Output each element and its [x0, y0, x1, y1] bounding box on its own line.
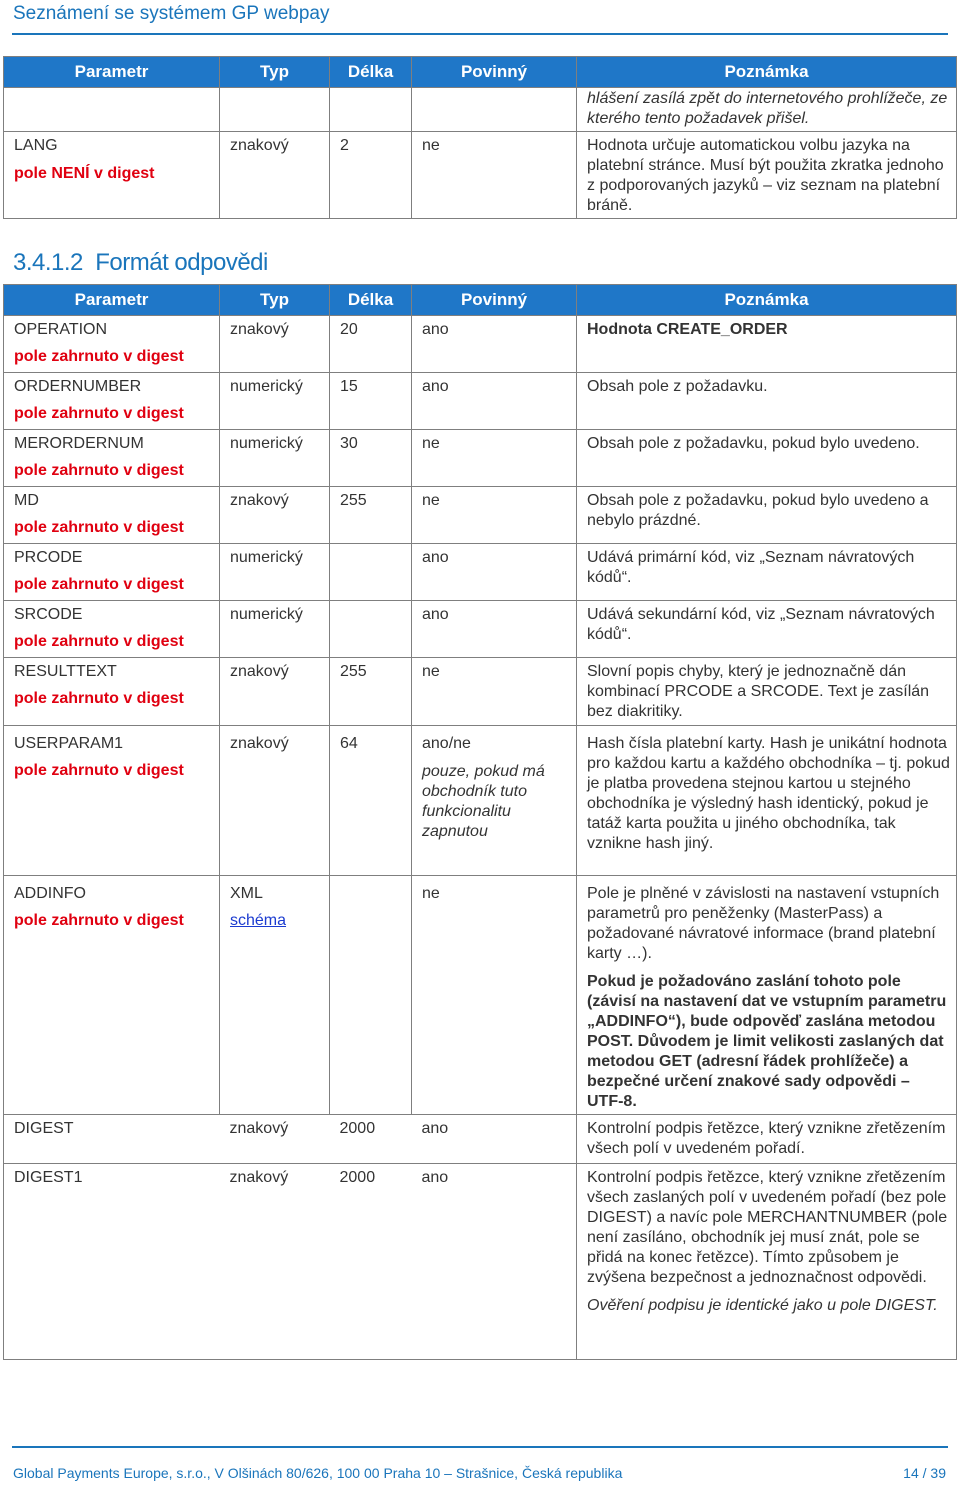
table-row	[4, 658, 957, 726]
table-row	[4, 726, 957, 876]
table-row	[4, 876, 957, 1115]
param-length: 2000	[330, 1164, 412, 1360]
param-type: znakový	[220, 658, 330, 726]
param-required: ano	[412, 1164, 577, 1360]
col-header-poznamka: Poznámka	[577, 57, 957, 88]
param-note: Kontrolní podpis řetězce, který vznikne zřetězením všech polí v uvedeném pořadí.	[577, 1115, 957, 1164]
page-number: 14 / 39	[903, 1465, 946, 1481]
param-type: numerický	[220, 373, 330, 430]
digest-flag: pole zahrnuto v digest	[14, 633, 184, 650]
param-length: 15	[330, 373, 412, 430]
table-row	[4, 601, 957, 658]
param-required: ano	[412, 601, 577, 658]
param-length: 20	[330, 316, 412, 373]
param-name: RESULTTEXT	[14, 663, 117, 680]
param-length	[330, 601, 412, 658]
footer-company: Global Payments Europe, s.r.o., V Olšinách 80/626, 100 00 Praha 10 – Strašnice, Česká republika	[13, 1465, 623, 1481]
table-row	[4, 132, 957, 219]
param-length: 2	[330, 132, 412, 219]
col-header-delka: Délka	[330, 57, 412, 88]
param-required: ano	[412, 316, 577, 373]
param-required: ne	[412, 132, 577, 219]
param-type: znakový	[220, 1115, 330, 1164]
col-header-parametr: Parametr	[4, 57, 220, 88]
param-type: XML	[230, 885, 263, 902]
param-type: znakový	[220, 316, 330, 373]
param-note: Pole je plněné v závislosti na nastavení vstupních parametrů pro peněženky (MasterPass) a požadované návratové informace (brand platební karty …).	[587, 885, 940, 962]
param-name: MD	[14, 492, 39, 509]
table-row	[4, 88, 957, 132]
request-params-table	[3, 56, 957, 219]
param-name: ORDERNUMBER	[14, 378, 142, 395]
table-row	[4, 1164, 957, 1360]
page-header-title: Seznámení se systémem GP webpay	[13, 3, 330, 24]
digest-flag: pole NENÍ v digest	[14, 165, 155, 182]
digest-flag: pole zahrnuto v digest	[14, 348, 184, 365]
param-required: ne	[412, 658, 577, 726]
table-row	[4, 1115, 957, 1164]
digest-flag: pole zahrnuto v digest	[14, 576, 184, 593]
col-header-typ: Typ	[220, 57, 330, 88]
param-type: znakový	[220, 132, 330, 219]
param-name: MERORDERNUM	[14, 435, 144, 452]
footer-rule	[12, 1446, 948, 1448]
digest-flag: pole zahrnuto v digest	[14, 762, 184, 779]
table-row	[4, 316, 957, 373]
param-required: ano	[412, 544, 577, 601]
continuation-note: hlášení zasílá zpět do internetového prohlížeče, ze kterého tento požadavek přišel.	[577, 88, 957, 132]
param-note: Kontrolní podpis řetězce, který vznikne zřetězením všech zaslaných polí v uvedeném pořadí (bez pole DIGEST) a navíc pole MERCHANTNUMBER (pole není zasíláno, obchodník jej musí znát, pole se přidá na konec řetězce). Tímto způsobem je zvýšena bezpečnost a jednoznačnost odpovědi.	[587, 1169, 948, 1286]
param-note: Obsah pole z požadavku, pokud bylo uvedeno a nebylo prázdné.	[577, 487, 957, 544]
col-header-povinny: Povinný	[412, 285, 577, 316]
param-name: ADDINFO	[14, 885, 86, 902]
param-name: USERPARAM1	[14, 735, 124, 752]
table-header-row	[4, 57, 957, 88]
param-name: DIGEST	[4, 1115, 220, 1164]
param-type: znakový	[220, 487, 330, 544]
digest-flag: pole zahrnuto v digest	[14, 912, 184, 929]
param-name: DIGEST1	[4, 1164, 220, 1360]
param-type: numerický	[220, 430, 330, 487]
param-length: 64	[330, 726, 412, 876]
col-header-delka: Délka	[330, 285, 412, 316]
param-required: ne	[412, 487, 577, 544]
param-name: SRCODE	[14, 606, 83, 623]
digest-flag: pole zahrnuto v digest	[14, 690, 184, 707]
section-heading	[13, 249, 268, 277]
param-note: Hash čísla platební karty. Hash je unikátní hodnota pro každou kartu a každého obchodníka – tj. pokud je platba provedena stejnou kartou u stejného obchodníka je výsledný hash identický, pokud je tatáž karta použita u jiného obchodníka, tak vznikne hash jiný.	[577, 726, 957, 876]
digest-flag: pole zahrnuto v digest	[14, 405, 184, 422]
param-note-italic: Ověření podpisu je identické jako u pole DIGEST.	[587, 1297, 938, 1314]
param-required: ne	[412, 430, 577, 487]
header-rule	[12, 33, 948, 35]
table-row	[4, 430, 957, 487]
param-length: 255	[330, 487, 412, 544]
param-note: Obsah pole z požadavku.	[577, 373, 957, 430]
param-note: Udává primární kód, viz „Seznam návratových kódů“.	[577, 544, 957, 601]
table-row	[4, 544, 957, 601]
response-params-table	[3, 284, 957, 1360]
param-length: 2000	[330, 1115, 412, 1164]
col-header-typ: Typ	[220, 285, 330, 316]
section-title: Formát odpovědi	[95, 249, 268, 276]
param-note: Slovní popis chyby, který je jednoznačně dán kombinací PRCODE a SRCODE. Text je zasílán bez diakritiky.	[577, 658, 957, 726]
param-required: ano	[412, 373, 577, 430]
param-required: ne	[412, 876, 577, 1115]
param-note: Obsah pole z požadavku, pokud bylo uvedeno.	[577, 430, 957, 487]
param-name: LANG	[14, 137, 58, 154]
col-header-povinny: Povinný	[412, 57, 577, 88]
param-note: Udává sekundární kód, viz „Seznam návratových kódů“.	[577, 601, 957, 658]
digest-flag: pole zahrnuto v digest	[14, 462, 184, 479]
schema-link[interactable]: schéma	[230, 912, 287, 929]
param-length: 30	[330, 430, 412, 487]
col-header-poznamka: Poznámka	[577, 285, 957, 316]
param-required: ano	[412, 1115, 577, 1164]
section-number: 3.4.1.2	[13, 249, 83, 276]
table-header-row	[4, 285, 957, 316]
param-length: 255	[330, 658, 412, 726]
param-type: znakový	[220, 726, 330, 876]
param-length	[330, 544, 412, 601]
param-name: PRCODE	[14, 549, 83, 566]
param-required: ano/ne	[422, 735, 471, 752]
param-name: OPERATION	[14, 321, 108, 338]
param-length	[330, 876, 412, 1115]
col-header-parametr: Parametr	[4, 285, 220, 316]
param-note: Hodnota CREATE_ORDER	[577, 316, 957, 373]
param-type: numerický	[220, 544, 330, 601]
digest-flag: pole zahrnuto v digest	[14, 519, 184, 536]
param-note: Hodnota určuje automatickou volbu jazyka na platební stránce. Musí být použita zkratka jednoho z podporovaných jazyků – viz seznam na platební bráně.	[577, 132, 957, 219]
param-type: znakový	[220, 1164, 330, 1360]
table-row	[4, 373, 957, 430]
param-required-note: pouze, pokud má obchodník tuto funkcionalitu zapnutou	[422, 763, 545, 840]
table-row	[4, 487, 957, 544]
param-type: numerický	[220, 601, 330, 658]
param-note-bold: Pokud je požadováno zaslání tohoto pole (závisí na nastavení dat ve vstupním parametru „ADDINFO“), bude odpověď zaslána metodou POST. Důvodem je limit velikosti zaslaných dat metodou GET (adresní řádek prohlížeče) a bezpečné určení znakové sady odpovědi – UTF-8.	[587, 973, 947, 1110]
